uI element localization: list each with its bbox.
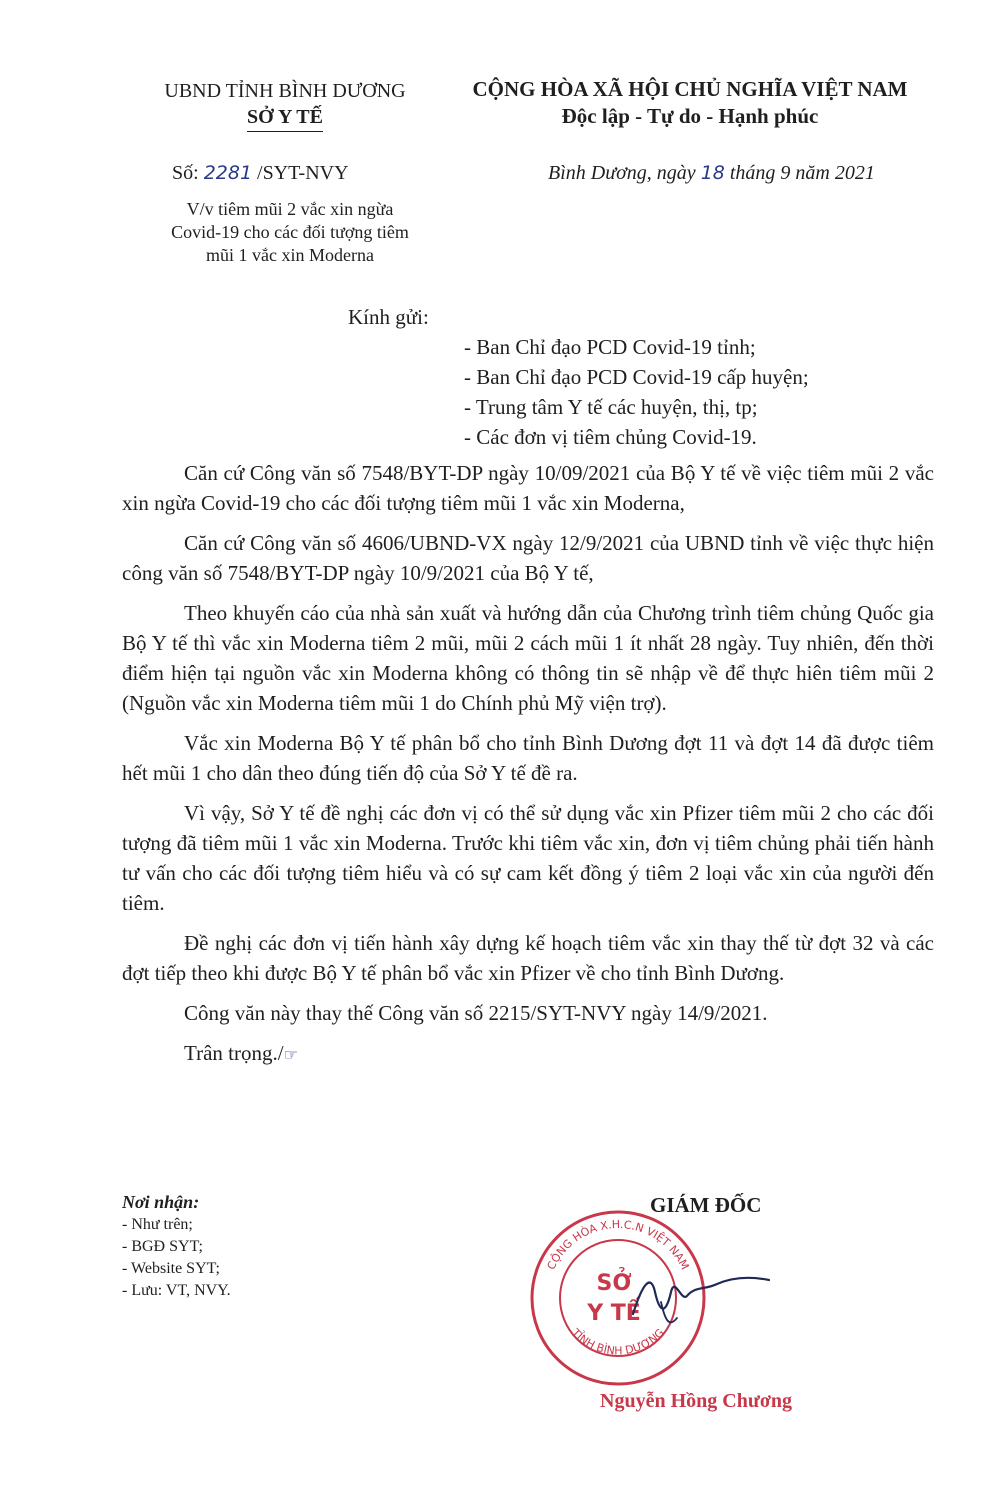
closing: Trân trọng./☞ [184,1041,298,1065]
stamp-center-top: SỞ [596,1271,632,1296]
subject [130,198,450,267]
org-parent: UBND TỈNH BÌNH DƯƠNG [164,80,406,102]
paragraph: Đề nghị các đơn vị tiến hành xây dựng kế hoạch tiêm vắc xin thay thế từ đợt 32 và các đợt tiếp theo khi được Bộ Y tế phân bổ vắc xin Pfizer về cho tỉnh Bình Dương. [122,931,934,985]
signer-name: Nguyễn Hồng Chương [600,1390,793,1412]
receivers-title: Nơi nhận: [122,1192,200,1212]
nation-title: CỘNG HÒA XÃ HỘI CHỦ NGHĨA VIỆT NAM [472,77,908,101]
doc-date: Bình Dương, ngày 18 tháng 9 năm 2021 [548,162,875,184]
paragraph: Căn cứ Công văn số 7548/BYT-DP ngày 10/09/2021 của Bộ Y tế về việc tiêm mũi 2 vắc xin ngừa Covid-19 cho các đối tượng tiêm mũi 1 vắc xin Moderna, [122,461,934,515]
receiver-item: - Website SYT; [122,1260,220,1277]
subject-line: Covid-19 cho các đối tượng tiêm [171,222,409,242]
stamp-ring-text: CỘNG HÒA X.H.C.N VIỆT NAM [544,1217,692,1272]
subject-line: V/v tiêm mũi 2 vắc xin ngừa [186,199,394,219]
recipient-item: - Các đơn vị tiêm chủng Covid-19. [464,425,757,449]
recipient-list [464,332,934,452]
stamp-bottom-text: TỈNH BÌNH DƯƠNG [569,1326,667,1358]
receiver-item: - Lưu: VT, NVY. [122,1282,231,1299]
initials-mark: ☞ [283,1045,298,1064]
national-heading [440,76,940,130]
paragraph: Công văn này thay thế Công văn số 2215/SYT-NVY ngày 14/9/2021. [184,1001,768,1025]
org-name: SỞ Y TẾ [120,104,450,132]
signer-role: GIÁM ĐỐC [650,1193,762,1217]
paragraph: Vì vậy, Sở Y tế đề nghị các đơn vị có thể sử dụng vắc xin Pfizer tiêm mũi 2 cho các đối tượng đã tiêm mũi 1 vắc xin Moderna. Trước khi tiêm vắc xin, đơn vị tiêm chủng phải tiến hành tư vấn cho các đối tượng tiêm hiểu và có sự cam kết đồng ý tiêm 2 loại vắc xin của người đến tiêm. [122,801,934,915]
signature-scribble [625,1262,775,1332]
paragraph: Theo khuyến cáo của nhà sản xuất và hướng dẫn của Chương trình tiêm chủng Quốc gia Bộ Y tế thì vắc xin Moderna tiêm 2 mũi, mũi 2 cách mũi 1 ít nhất 28 ngày. Tuy nhiên, đến thời điểm hiện tại nguồn vắc xin Moderna không có thông tin sẽ nhập về để thực hiên tiêm mũi 2 (Nguồn vắc xin Moderna tiêm mũi 1 do Chính phủ Mỹ viện trợ). [122,601,934,715]
receiver-item: - BGĐ SYT; [122,1238,203,1255]
subject-line: mũi 1 vắc xin Moderna [206,245,374,265]
greeting: Kính gửi: [348,305,429,329]
recipient-item: - Ban Chỉ đạo PCD Covid-19 tỉnh; [464,335,756,359]
recipient-item: - Ban Chỉ đạo PCD Covid-19 cấp huyện; [464,365,809,389]
recipient-item: - Trung tâm Y tế các huyện, thị, tp; [464,395,758,419]
doc-number: Số: 2281 /SYT-NVY [172,162,349,184]
paragraph: Vắc xin Moderna Bộ Y tế phân bổ cho tỉnh Bình Dương đợt 11 và đợt 14 đã được tiêm hết mũi 1 cho dân theo đúng tiến độ của Sở Y tế đề ra. [122,731,934,785]
handwritten-number: 2281 [203,162,253,184]
receivers-block [122,1190,422,1302]
stamp-center-bottom: Y TẾ [587,1301,641,1326]
receiver-item: - Như trên; [122,1216,193,1233]
paragraph: Căn cứ Công văn số 4606/UBND-VX ngày 12/9/2021 của UBND tỉnh về việc thực hiện công văn số 7548/BYT-DP ngày 10/9/2021 của Bộ Y tế, [122,531,934,585]
motto: Độc lập - Tự do - Hạnh phúc [561,104,819,128]
issuing-authority [120,78,450,132]
document-body [122,458,934,1070]
handwritten-day: 18 [700,162,725,184]
